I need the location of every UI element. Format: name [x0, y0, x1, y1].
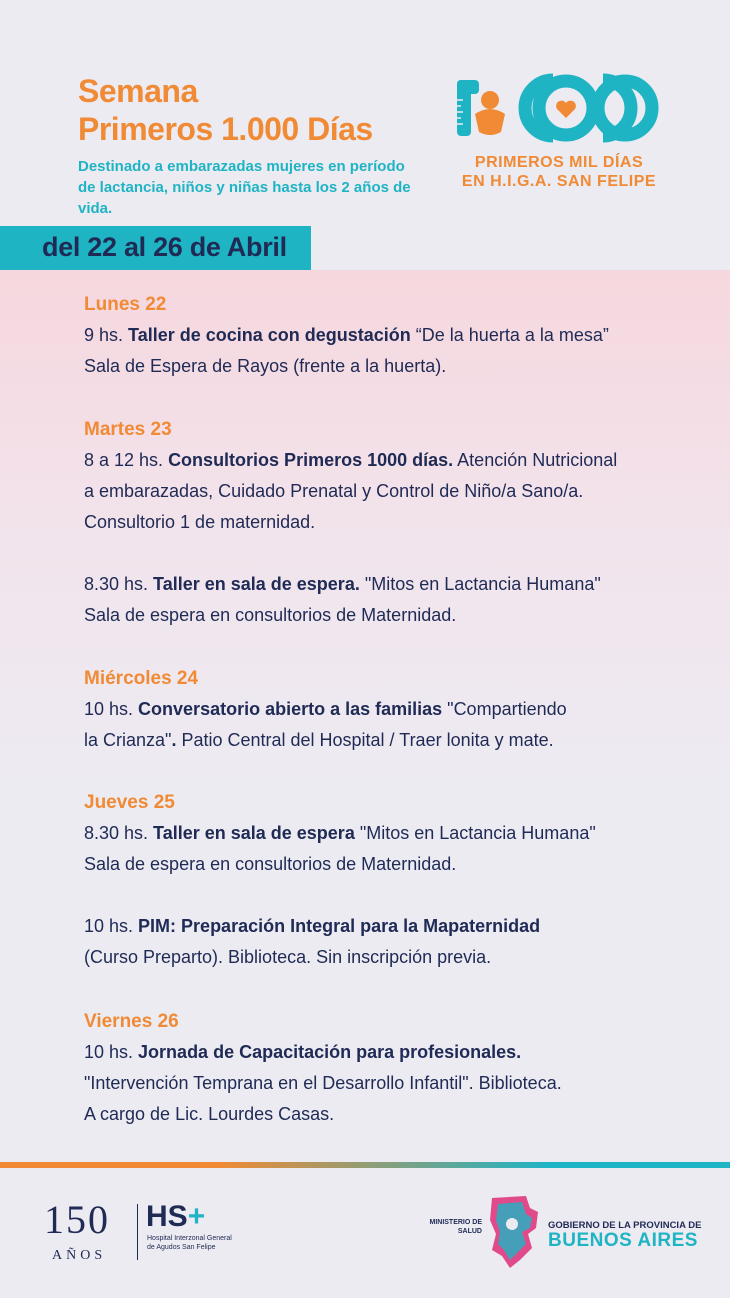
day-heading-friday: Viernes 26 [84, 1011, 179, 1032]
schedule-line: 8 a 12 hs. Consultorios Primeros 1000 días. Atención Nutricional [84, 450, 618, 470]
logo-caption-line2: EN H.I.G.A. SAN FELIPE [461, 173, 657, 190]
schedule-line: 9 hs. Taller de cocina con degustación “De la huerta a la mesa” [84, 325, 609, 345]
schedule-line: Sala de Espera de Rayos (frente a la huerta). [84, 356, 447, 376]
title-block [78, 72, 418, 219]
day-heading-tuesday: Martes 23 [84, 419, 172, 440]
ministry-label: MINISTERIO DE SALUD [429, 1219, 482, 1235]
schedule-line: 10 hs. PIM: Preparación Integral para la Mapaternidad [84, 916, 541, 936]
day-heading-monday: Lunes 22 [84, 294, 167, 315]
schedule-line: 8.30 hs. Taller en sala de espera. "Mitos en Lactancia Humana" [84, 574, 601, 594]
province-map-icon [486, 1194, 542, 1270]
logo-caption-line1: PRIMEROS MIL DÍAS [474, 154, 644, 171]
schedule-line: Sala de espera en consultorios de Maternidad. [84, 854, 457, 874]
page-subtitle: Destinado a embarazadas mujeres en período de lactancia, niños y niñas hasta los 2 años de vida. [78, 158, 411, 217]
schedule-line: Consultorio 1 de maternidad. [84, 512, 316, 532]
day-heading-wednesday: Miércoles 24 [84, 668, 199, 689]
date-range-banner [0, 226, 311, 270]
page-title-line2: Primeros 1.000 Días [78, 111, 373, 147]
schedule-line: "Intervención Temprana en el Desarrollo Infantil". Biblioteca. [84, 1073, 562, 1093]
schedule-line: 8.30 hs. Taller en sala de espera "Mitos en Lactancia Humana" [84, 823, 596, 843]
date-range-text: del 22 al 26 de Abril [42, 232, 287, 262]
province-name: BUENOS AIRES [548, 1230, 698, 1251]
schedule-line: Sala de espera en consultorios de Maternidad. [84, 605, 457, 625]
schedule-line: A cargo de Lic. Lourdes Casas. [84, 1104, 335, 1124]
schedule-line: la Crianza". Patio Central del Hospital / Traer lonita y mate. [84, 730, 554, 750]
logo-caption [459, 153, 659, 191]
schedule-line: a embarazadas, Cuidado Prenatal y Control de Niño/a Sano/a. [84, 481, 584, 501]
schedule-line: (Curso Preparto). Biblioteca. Sin inscripción previa. [84, 947, 492, 967]
government-label: GOBIERNO DE LA PROVINCIA DE [548, 1220, 702, 1231]
schedule-line: 10 hs. Conversatorio abierto a las familias "Compartiendo [84, 699, 567, 719]
schedule-line: 10 hs. Jornada de Capacitación para profesionales. [84, 1042, 522, 1062]
anniversary-word: AÑOS [52, 1248, 107, 1263]
hospital-logo: HS+ [146, 1200, 206, 1233]
anniversary-number: 150 [44, 1197, 110, 1242]
footer-separator [137, 1204, 138, 1260]
page-title-line1: Semana [78, 73, 198, 109]
hospital-name: Hospital Interzonal General de Agudos San Felipe [147, 1235, 232, 1251]
day-heading-thursday: Jueves 25 [84, 792, 175, 813]
